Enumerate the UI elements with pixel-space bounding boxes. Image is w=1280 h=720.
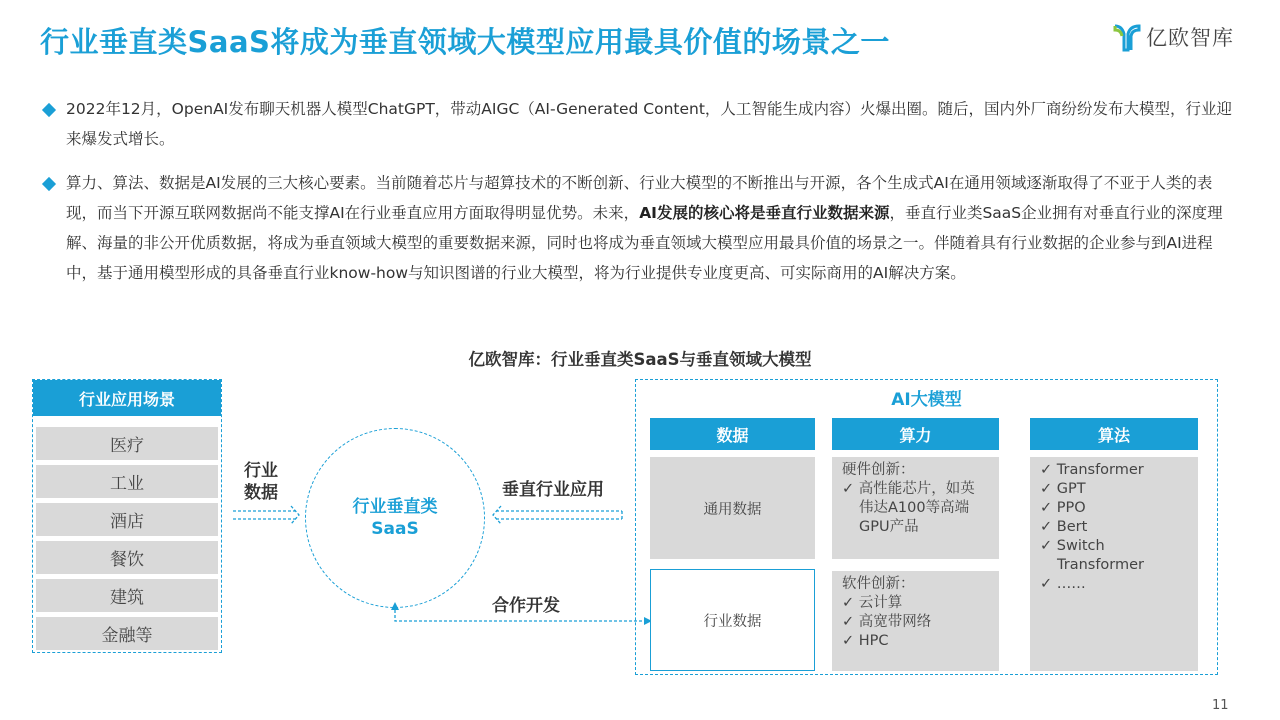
data-column-header: 数据	[650, 418, 815, 450]
bullet-text: 算力、算法、数据是AI发展的三大核心要素。当前随着芯片与超算技术的不断创新、行业大模型的不断推出与开源，各个生成式AI在通用领域逐渐取得了不亚于人类的表现，而当下开源互联网数据尚不能支撑AI在行业垂直应用方面取得明显优势。未来，	[66, 174, 1213, 222]
bullet-text: ，垂直行业类SaaS企业拥有对垂直行业的深度理解、海量的非公开优质数据，将成为垂直领域大模型的重要数据来源，同时也将成为垂直领域大模型应用最具价值的场景之一。伴随着具有行业数据的企业参与到AI进程中，基于通用模型形成的具备垂直行业know-how与知识图谱的行业大模型，将为行业提供专业度更高、可实际商用的AI解决方案。	[66, 204, 1223, 282]
saas-label-line2: SaaS	[371, 519, 419, 539]
general-data-label: 通用数据	[703, 501, 762, 518]
scenarios-header: 行业应用场景	[33, 380, 221, 416]
algorithm-column-header: 算法	[1030, 418, 1198, 450]
ai-model-title: AI大模型	[891, 390, 962, 410]
software-item: ✓ 高宽带网络	[842, 614, 932, 630]
algorithm-item: Transformer	[1057, 557, 1145, 573]
hardware-title: 硬件创新：	[842, 462, 915, 478]
bullet-text: 2022年12月，OpenAI发布聊天机器人模型ChatGPT，带动AIGC（AI-Generated Content，人工智能生成内容）火爆出圈。随后，国内外厂商纷纷发布大模型，行业迎来爆发式增长。	[66, 100, 1232, 148]
hardware-item: GPU产品	[859, 519, 919, 535]
software-title: 软件创新：	[842, 576, 915, 592]
co-dev-arrow	[395, 610, 644, 621]
hardware-innovation-cell	[832, 457, 999, 559]
page-title: 行业垂直类SaaS将成为垂直领域大模型应用最具价值的场景之一	[40, 25, 890, 59]
industry-data-label-line1: 行业	[244, 461, 278, 481]
software-innovation-cell	[832, 571, 999, 671]
hardware-item: 伟达A100等高端	[859, 500, 970, 516]
figure-title: 亿欧智库：行业垂直类SaaS与垂直领域大模型	[468, 350, 812, 369]
industry-data-cell-label: 行业数据	[703, 613, 762, 630]
bullet-emphasis: AI发展的核心将是垂直行业数据来源	[639, 204, 890, 222]
algorithm-item: ✓ ……	[1040, 576, 1086, 592]
scenario-item: 金融等	[36, 617, 218, 650]
industry-data-cell	[650, 569, 815, 671]
scenario-item: 工业	[36, 465, 218, 498]
co-dev-label: 合作开发	[492, 596, 560, 616]
algorithm-item: ✓ Switch	[1040, 538, 1105, 554]
vertical-app-arrow	[493, 506, 622, 524]
logo-text: 亿欧智库	[1146, 26, 1234, 50]
algorithm-cell	[1030, 457, 1198, 671]
co-dev-arrowhead-up	[391, 602, 399, 610]
algorithm-item: ✓ GPT	[1040, 481, 1086, 497]
general-data-cell	[650, 457, 815, 559]
scenario-item: 建筑	[36, 579, 218, 612]
scenario-item: 医疗	[36, 427, 218, 460]
page-number: 11	[1212, 698, 1229, 713]
vertical-app-label: 垂直行业应用	[502, 480, 604, 500]
industry-data-arrow	[233, 506, 299, 524]
scenario-item: 餐饮	[36, 541, 218, 574]
compute-column-header: 算力	[832, 418, 999, 450]
scenario-item: 酒店	[36, 503, 218, 536]
software-item: ✓ HPC	[842, 633, 889, 649]
algorithm-item: ✓ PPO	[1040, 500, 1086, 516]
industry-data-label-line2: 数据	[244, 483, 278, 503]
algorithm-item: ✓ Bert	[1040, 519, 1088, 535]
hardware-item: ✓ 高性能芯片，如英	[842, 481, 975, 497]
algorithm-item: ✓ Transformer	[1040, 462, 1144, 478]
saas-label-line1: 行业垂直类	[352, 497, 438, 517]
software-item: ✓ 云计算	[842, 595, 903, 611]
